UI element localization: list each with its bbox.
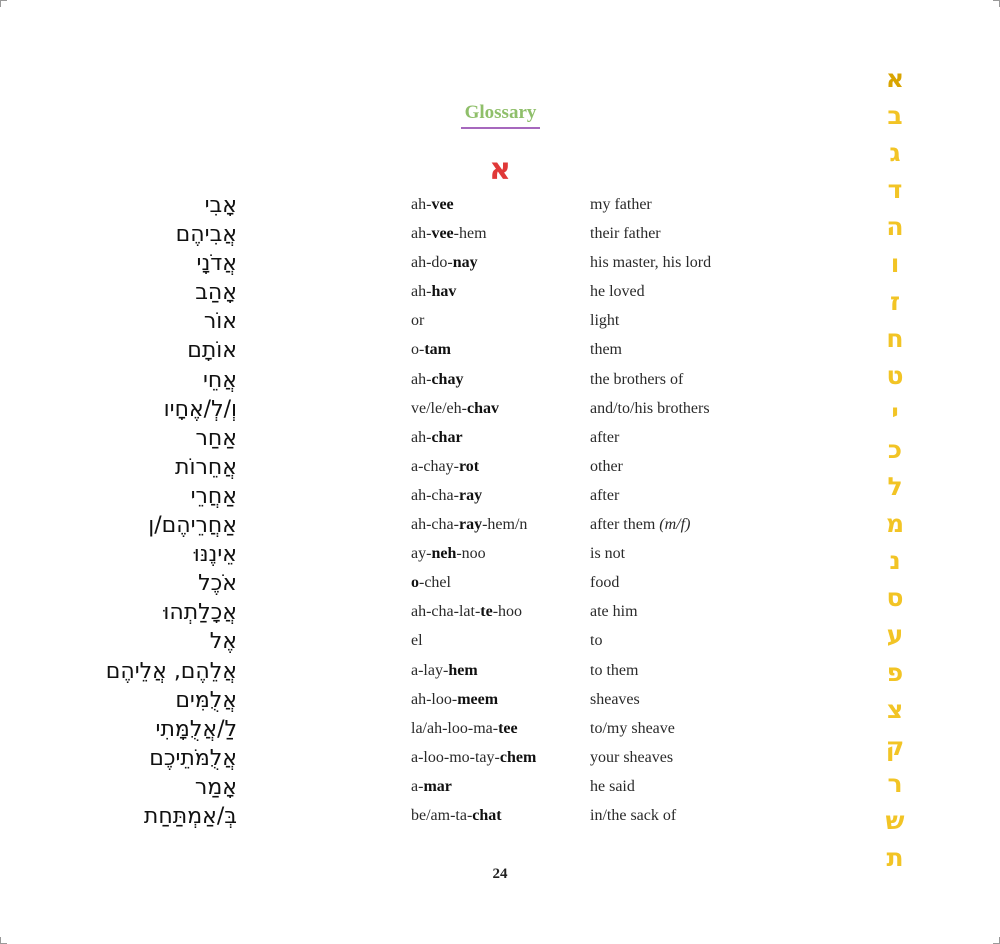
- alphabet-letter[interactable]: ב: [887, 101, 903, 131]
- english-gloss: [590, 487, 619, 505]
- stressed-syllable: vee: [431, 225, 454, 243]
- english-gloss: [590, 720, 675, 738]
- syllable: -hem: [453, 225, 487, 243]
- alphabet-letter[interactable]: ש: [885, 805, 905, 835]
- glossary-entry: [0, 512, 860, 541]
- alphabet-letter[interactable]: ת: [886, 842, 904, 872]
- glossary-entry: [0, 687, 860, 716]
- hebrew-word: אַחֲרֵיהֶם/ן: [148, 513, 237, 539]
- transliteration: [411, 778, 452, 796]
- alphabet-letter[interactable]: צ: [886, 694, 904, 724]
- english-gloss: [590, 341, 622, 359]
- alphabet-letter[interactable]: ח: [886, 323, 904, 353]
- syllable: o-: [411, 341, 425, 359]
- stressed-syllable: chav: [466, 399, 499, 417]
- english-gloss: [590, 691, 640, 709]
- stressed-syllable: hem: [448, 661, 478, 679]
- transliteration: [411, 487, 482, 505]
- hebrew-word: אֲדֹנָי: [196, 251, 237, 277]
- gloss-text: food: [590, 574, 620, 592]
- syllable: ve/le/eh-: [411, 399, 467, 417]
- syllable: ah-loo-: [411, 690, 458, 708]
- stressed-syllable: rot: [458, 457, 480, 475]
- glossary-entry: [0, 658, 860, 687]
- crop-mark-top-right: [993, 0, 1000, 7]
- alphabet-letter[interactable]: כ: [887, 434, 903, 464]
- glossary-entry: [0, 250, 860, 279]
- crop-mark-bottom-left: [0, 937, 7, 944]
- gloss-text: to them: [590, 661, 639, 679]
- syllable: ah-cha-: [411, 486, 459, 504]
- stressed-syllable: ray: [458, 486, 483, 504]
- gloss-text: he said: [590, 777, 635, 795]
- hebrew-word: אַחַר: [195, 425, 237, 451]
- glossary-entry: [0, 774, 860, 803]
- glossary-entry: [0, 337, 860, 366]
- section-letter: א: [489, 152, 511, 187]
- gloss-text: light: [590, 312, 620, 330]
- stressed-syllable: nay: [452, 254, 478, 272]
- gloss-text: and/to/his brothers: [590, 399, 710, 417]
- english-gloss: [590, 574, 619, 592]
- syllable: ah-: [411, 370, 432, 388]
- alphabet-letter[interactable]: ס: [886, 583, 904, 613]
- gloss-text: them: [590, 341, 622, 359]
- english-gloss: [590, 283, 645, 301]
- page-number: 24: [492, 866, 508, 882]
- gloss-text: other: [590, 457, 623, 475]
- gloss-text: my father: [590, 196, 652, 213]
- gloss-text: is not: [590, 545, 626, 563]
- crop-mark-bottom-right: [993, 937, 1000, 944]
- hebrew-word: לַ/אֲלֻמָּתִי: [155, 716, 237, 742]
- syllable: a-chay-: [411, 457, 459, 475]
- crop-mark-top-left: [0, 0, 7, 7]
- stressed-syllable: ray: [458, 516, 483, 534]
- hebrew-word: בְּ/אַמְתַּחַת: [143, 803, 237, 829]
- gloss-text: after them: [590, 516, 656, 534]
- hebrew-word: אָמַר: [194, 774, 237, 800]
- transliteration: [411, 662, 478, 680]
- transliteration: [411, 225, 487, 243]
- transliteration: [411, 400, 499, 418]
- hebrew-word: אֲחֵרוֹת: [175, 454, 237, 480]
- syllable: -hoo: [492, 603, 523, 621]
- syllable: ah-: [411, 428, 432, 446]
- syllable: ah-cha-: [411, 516, 459, 534]
- alphabet-letter[interactable]: פ: [886, 657, 904, 687]
- gloss-text: your sheaves: [590, 748, 674, 766]
- alphabet-letter[interactable]: ק: [885, 731, 905, 761]
- english-gloss: [590, 225, 661, 243]
- syllable: a-: [411, 777, 424, 795]
- transliteration: [411, 196, 454, 214]
- hebrew-word: אֲבִיהֶם: [175, 222, 237, 248]
- english-gloss: [590, 632, 602, 650]
- syllable: ah-: [411, 225, 432, 243]
- stressed-syllable: meem: [457, 690, 499, 708]
- glossary-entry: [0, 425, 860, 454]
- syllable: -noo: [456, 545, 486, 563]
- glossary-entry: [0, 367, 860, 396]
- hebrew-word: אוֹר: [203, 309, 237, 335]
- alphabet-letter[interactable]: נ: [889, 546, 901, 576]
- gloss-text: in/the sack of: [590, 806, 677, 824]
- syllable: -chel: [419, 574, 451, 592]
- syllable: ah-do-: [411, 254, 453, 272]
- gloss-text: after: [590, 428, 620, 446]
- transliteration: [411, 691, 498, 709]
- glossary-entry: [0, 221, 860, 250]
- stressed-syllable: tam: [424, 341, 451, 359]
- stressed-syllable: chat: [472, 806, 502, 824]
- glossary-entry: [0, 716, 860, 745]
- transliteration: [411, 574, 451, 592]
- gloss-gender-note: (m/f): [659, 516, 691, 534]
- glossary-entry: [0, 599, 860, 628]
- hebrew-word: אֲלֵהֶם, אֲלֵיהֶם: [105, 658, 237, 684]
- gloss-text: sheaves: [590, 690, 640, 708]
- hebrew-word: אֵינֶנּוּ: [193, 542, 237, 568]
- transliteration: [411, 603, 522, 621]
- hebrew-word: אָהַב: [195, 280, 237, 306]
- transliteration: [411, 429, 463, 447]
- alphabet-letter[interactable]: ה: [886, 212, 904, 242]
- transliteration: [411, 458, 479, 476]
- hebrew-word: אוֹתָם: [187, 338, 237, 364]
- glossary-entry: [0, 745, 860, 774]
- gloss-text: his master, his lord: [590, 254, 712, 272]
- english-gloss: [590, 749, 673, 767]
- stressed-syllable: tee: [498, 719, 518, 737]
- transliteration: [411, 254, 478, 272]
- hebrew-word: וְ/לְ/אֶחָיו: [163, 396, 237, 422]
- transliteration: [411, 632, 423, 650]
- gloss-text: ate him: [590, 603, 638, 621]
- glossary-entry: [0, 454, 860, 483]
- stressed-syllable: neh: [431, 545, 457, 563]
- gloss-text: to: [590, 632, 603, 650]
- transliteration: [411, 371, 463, 389]
- hebrew-word: אֲכָלַתְהוּ: [163, 600, 237, 626]
- syllable: ah-: [411, 283, 432, 301]
- english-gloss: [590, 778, 635, 796]
- syllable: ay-: [411, 545, 432, 563]
- alphabet-index: [870, 60, 920, 876]
- stressed-syllable: chay: [431, 370, 464, 388]
- transliteration: [411, 807, 502, 825]
- syllable: a-lay-: [411, 661, 449, 679]
- alphabet-letter[interactable]: מ: [885, 509, 905, 539]
- alphabet-letter[interactable]: י: [891, 397, 899, 427]
- syllable: -hem/n: [482, 516, 528, 534]
- alphabet-letter[interactable]: ו: [890, 249, 900, 279]
- english-gloss: [590, 662, 638, 680]
- stressed-syllable: hav: [431, 283, 457, 301]
- syllable: be/am-ta-: [411, 806, 473, 824]
- syllable: or: [411, 312, 425, 330]
- hebrew-word: אֶל: [209, 629, 237, 655]
- glossary-entries: [0, 192, 860, 832]
- transliteration: [411, 341, 451, 359]
- syllable: ah-: [411, 196, 432, 213]
- english-gloss: [590, 196, 652, 214]
- glossary-entry: [0, 396, 860, 425]
- syllable: la/ah-loo-ma-: [411, 719, 499, 737]
- hebrew-word: אֲלֻמֹּתֵיכֶם: [149, 745, 237, 771]
- english-gloss: [590, 429, 619, 447]
- glossary-entry: [0, 803, 860, 832]
- syllable: el: [411, 632, 423, 650]
- english-gloss: [590, 312, 619, 330]
- syllable: ah-cha-lat-: [411, 603, 481, 621]
- transliteration: [411, 516, 527, 534]
- syllable: a-loo-mo-tay-: [411, 748, 500, 766]
- glossary-entry: [0, 483, 860, 512]
- stressed-syllable: mar: [423, 777, 452, 795]
- alphabet-letter[interactable]: ר: [887, 768, 903, 798]
- stressed-syllable: te: [480, 603, 493, 621]
- stressed-syllable: vee: [431, 196, 454, 213]
- hebrew-word: אֲחֵי: [203, 367, 237, 393]
- glossary-entry: [0, 570, 860, 599]
- alphabet-letter[interactable]: ט: [886, 360, 904, 390]
- gloss-text: the brothers of: [590, 370, 684, 388]
- english-gloss: [590, 603, 638, 621]
- glossary-entry: [0, 308, 860, 337]
- transliteration: [411, 720, 518, 738]
- hebrew-word: אֹכֶל: [198, 571, 237, 597]
- transliteration: [411, 749, 536, 767]
- alphabet-letter[interactable]: א: [885, 64, 905, 93]
- english-gloss: [590, 254, 711, 272]
- english-gloss: [590, 458, 623, 476]
- gloss-text: he loved: [590, 283, 645, 301]
- page-title: Glossary: [461, 102, 540, 129]
- hebrew-word: אָבִי: [204, 193, 237, 218]
- gloss-text: after: [590, 486, 620, 504]
- gloss-text: their father: [590, 225, 661, 243]
- english-gloss: [590, 807, 676, 825]
- transliteration: [411, 312, 424, 330]
- transliteration: [411, 545, 486, 563]
- alphabet-letter[interactable]: ד: [887, 175, 903, 205]
- hebrew-word: אַחֲרֵי: [190, 483, 237, 509]
- stressed-syllable: char: [431, 428, 463, 446]
- gloss-text: to/my sheave: [590, 719, 675, 737]
- glossary-entry: [0, 628, 860, 657]
- english-gloss: [590, 545, 625, 563]
- english-gloss: [590, 371, 683, 389]
- stressed-syllable: chem: [499, 748, 537, 766]
- glossary-entry: [0, 279, 860, 308]
- hebrew-word: אֲלֻמִּים: [175, 687, 237, 713]
- stressed-syllable: o: [411, 574, 419, 592]
- alphabet-letter[interactable]: ג: [889, 138, 901, 168]
- english-gloss: [590, 400, 710, 418]
- alphabet-letter[interactable]: ל: [887, 472, 903, 502]
- alphabet-letter[interactable]: ז: [889, 286, 900, 316]
- glossary-entry: [0, 192, 860, 221]
- glossary-entry: [0, 541, 860, 570]
- transliteration: [411, 283, 456, 301]
- alphabet-letter[interactable]: ע: [886, 620, 904, 650]
- english-gloss: [590, 516, 690, 534]
